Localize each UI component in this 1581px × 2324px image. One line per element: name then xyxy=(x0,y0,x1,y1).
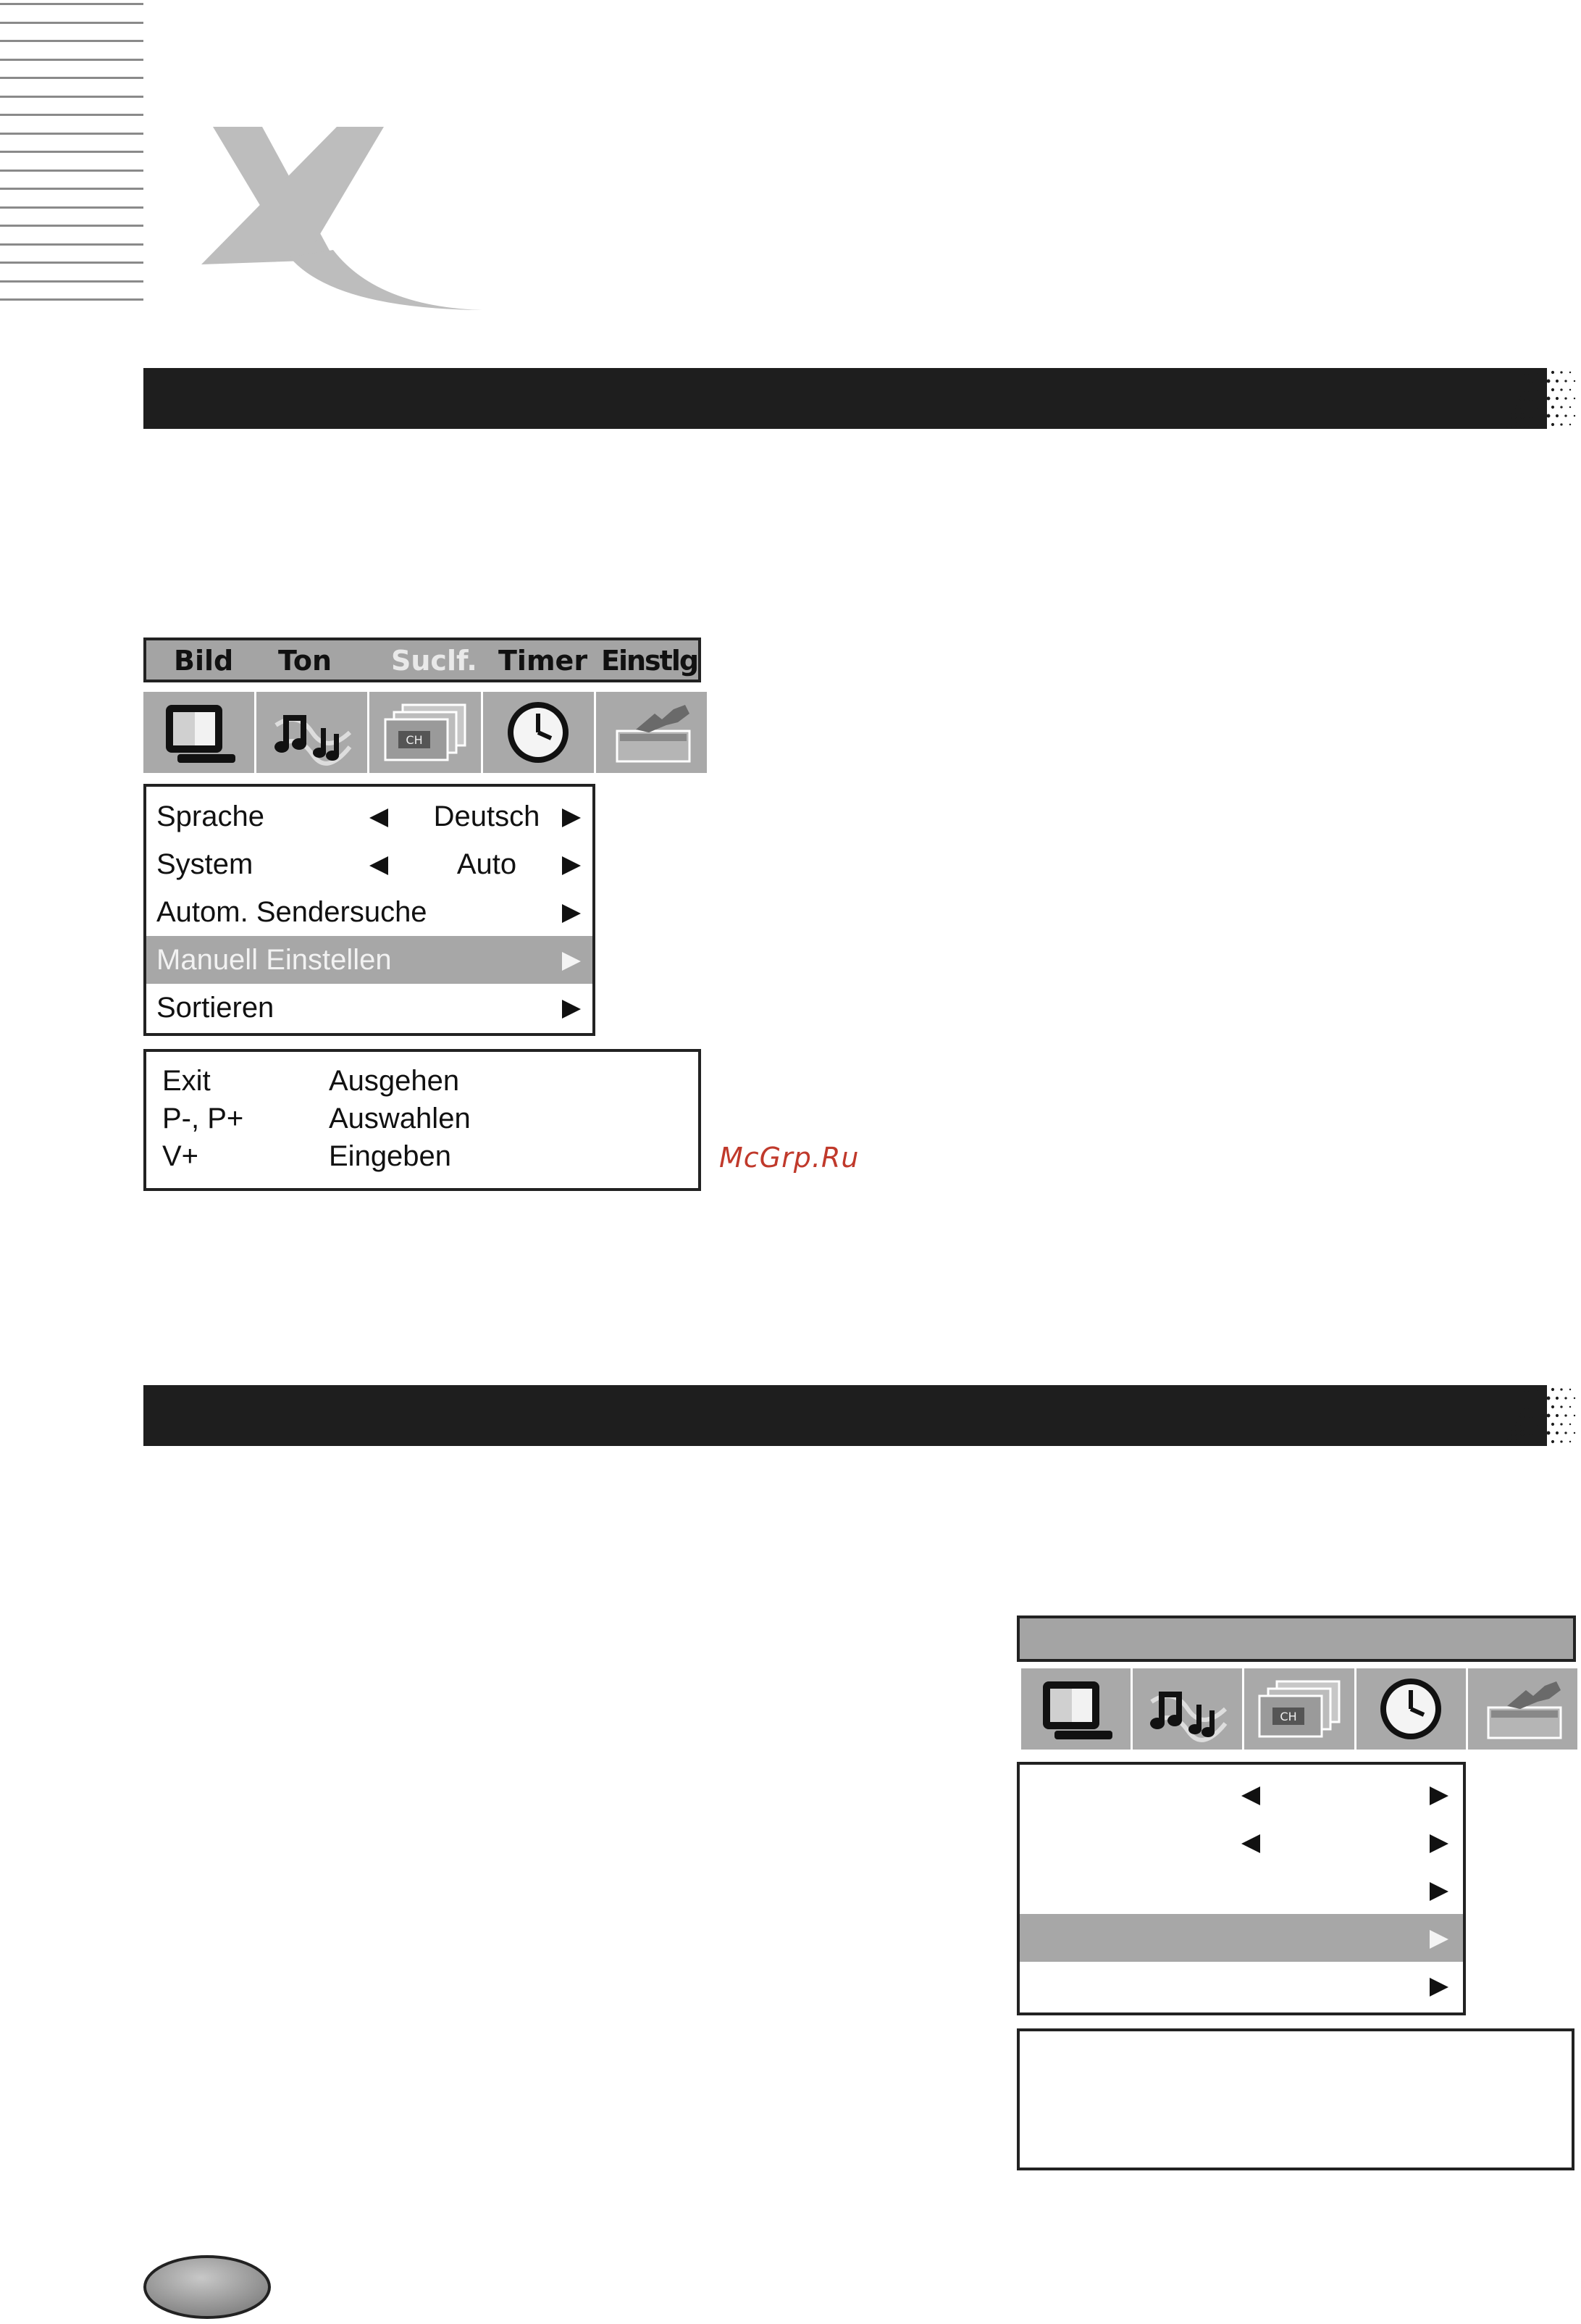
halftone-dot xyxy=(1519,1413,1525,1418)
halftone-dot xyxy=(1543,1423,1546,1426)
halftone-dot xyxy=(1551,1388,1554,1391)
halftone-dot xyxy=(1556,1397,1559,1400)
halftone-dot xyxy=(1574,415,1575,417)
right-arrow-icon[interactable] xyxy=(562,1000,581,1019)
left-arrow-icon[interactable] xyxy=(369,808,388,827)
tv-icon[interactable] xyxy=(1021,1668,1133,1750)
halftone-dot xyxy=(1564,397,1567,399)
halftone-dot xyxy=(1519,413,1525,419)
right-arrow-icon[interactable] xyxy=(562,856,581,875)
halftone-dot xyxy=(1560,423,1562,425)
halftone-dot xyxy=(1560,388,1562,390)
halftone-dot xyxy=(1564,380,1567,382)
tab-timer[interactable]: Timer xyxy=(498,645,588,677)
halftone-dot xyxy=(1547,1397,1551,1400)
halftone-dot xyxy=(1551,371,1554,374)
halftone-dot xyxy=(1529,1413,1534,1418)
page-number-oval xyxy=(142,2253,272,2321)
halftone-dot xyxy=(1538,396,1542,401)
halftone-dot xyxy=(1529,1431,1534,1436)
halftone-dot xyxy=(1538,1413,1542,1418)
menu-row-value: Auto xyxy=(456,848,517,880)
halftone-dot xyxy=(1574,398,1575,399)
halftone-dot xyxy=(1506,1439,1512,1445)
menu-row-value: Deutsch xyxy=(433,801,540,832)
halftone-dot xyxy=(1556,414,1559,417)
channel-list-icon[interactable] xyxy=(369,692,482,773)
decorative-line xyxy=(0,96,143,98)
halftone-dot xyxy=(1515,1439,1521,1445)
halftone-dot xyxy=(1529,1396,1534,1401)
halftone-dot xyxy=(1551,388,1554,391)
decorative-lines xyxy=(0,0,143,313)
halftone-dot xyxy=(1547,414,1551,418)
halftone-dot xyxy=(1560,1440,1562,1442)
halftone-dot xyxy=(1569,424,1571,425)
tab-bild[interactable]: Bild xyxy=(174,645,234,677)
menu-row-label: Sortieren xyxy=(156,992,274,1024)
halftone-dot xyxy=(1533,1439,1538,1444)
halftone-dot xyxy=(1543,1388,1546,1392)
decorative-line xyxy=(0,77,143,79)
menu-row-sortieren[interactable] xyxy=(146,984,592,1032)
halftone-dot xyxy=(1574,1415,1575,1416)
halftone-dot xyxy=(1551,1440,1554,1443)
halftone-dot xyxy=(1543,406,1546,409)
decorative-line xyxy=(0,59,143,61)
halftone-dot xyxy=(1574,1432,1575,1434)
halftone-dot xyxy=(1525,405,1530,410)
halftone-dot xyxy=(1525,1439,1530,1445)
decorative-line xyxy=(0,3,143,5)
halftone-dot xyxy=(1511,1430,1517,1436)
menu-row-sprache[interactable] xyxy=(146,793,592,840)
halftone-dot xyxy=(1574,1397,1575,1399)
menu-row-autom-sendersuche[interactable] xyxy=(146,888,592,936)
halftone-dot xyxy=(1525,1405,1530,1410)
blank-menu-row[interactable] xyxy=(1020,1962,1463,2010)
section-bar-top xyxy=(143,368,1547,429)
decorative-line xyxy=(0,298,143,301)
halftone-dot xyxy=(1564,1431,1567,1434)
menu-row-system[interactable] xyxy=(146,840,592,888)
tab-ton[interactable]: Ton xyxy=(278,645,332,677)
section-bar-bottom xyxy=(143,1385,1547,1446)
halftone-dot xyxy=(1519,1430,1525,1436)
halftone-dot xyxy=(1560,1405,1562,1408)
halftone-dot xyxy=(1525,370,1530,375)
right-arrow-icon[interactable] xyxy=(1430,1786,1448,1805)
halftone-dot xyxy=(1564,1397,1567,1399)
help-action: Auswahlen xyxy=(329,1103,471,1134)
channel-list-icon[interactable] xyxy=(1244,1668,1356,1750)
music-notes-icon[interactable] xyxy=(1133,1668,1244,1750)
halftone-dot xyxy=(1533,422,1538,427)
halftone-dot xyxy=(1525,388,1530,393)
halftone-dot xyxy=(1543,371,1546,375)
halftone-dot xyxy=(1525,1387,1530,1392)
halftone-dot xyxy=(1519,396,1525,401)
decorative-line xyxy=(0,133,143,135)
menu-row-label: Manuell Einstellen xyxy=(156,944,392,976)
clock-icon[interactable] xyxy=(483,692,596,773)
menu-row-label: System xyxy=(156,848,253,880)
right-arrow-icon[interactable] xyxy=(1430,1978,1448,1997)
halftone-dot xyxy=(1564,414,1567,417)
halftone-dot xyxy=(1551,1423,1554,1426)
halftone-dot xyxy=(1556,380,1559,383)
halftone-dot xyxy=(1560,406,1562,408)
halftone-dot xyxy=(1551,423,1554,426)
halftone-dot xyxy=(1556,1431,1559,1434)
halftone-dot xyxy=(1543,1405,1546,1409)
halftone-dot xyxy=(1529,396,1534,401)
halftone-dot xyxy=(1556,1414,1559,1417)
blank-menu-row-highlighted[interactable] xyxy=(1020,1914,1463,1962)
halftone-dot xyxy=(1533,388,1538,392)
blank-menu-row[interactable] xyxy=(1020,1771,1463,1818)
svg-text:CH: CH xyxy=(406,733,423,747)
halftone-dot xyxy=(1515,1421,1521,1427)
halftone-dot xyxy=(1556,397,1559,400)
halftone-dot xyxy=(1538,1431,1542,1435)
halftone-dot xyxy=(1533,370,1538,375)
svg-text:CH: CH xyxy=(1280,1710,1297,1723)
brand-logo-x xyxy=(196,120,485,315)
right-arrow-icon[interactable] xyxy=(562,808,581,827)
blank-settings-menu xyxy=(1017,1762,1466,2015)
blank-menu-row[interactable] xyxy=(1020,1866,1463,1914)
halftone-dot xyxy=(1564,1414,1567,1416)
toolbox-icon[interactable] xyxy=(1468,1668,1577,1750)
menu-tab-bar xyxy=(143,638,701,682)
blank-help-box xyxy=(1017,2028,1574,2170)
right-arrow-icon[interactable] xyxy=(1430,1930,1448,1949)
halftone-dot xyxy=(1569,1441,1571,1442)
halftone-dot xyxy=(1543,388,1546,392)
halftone-dot xyxy=(1538,379,1542,383)
halftone-dot xyxy=(1543,423,1546,427)
halftone-dot xyxy=(1515,404,1521,410)
halftone-dot xyxy=(1547,397,1551,401)
bar-dots-bottom xyxy=(1496,1385,1576,1446)
decorative-line xyxy=(0,225,143,227)
halftone-dot xyxy=(1569,1424,1571,1425)
decorative-line xyxy=(0,151,143,153)
menu-row-label: Sprache xyxy=(156,801,264,832)
left-arrow-icon[interactable] xyxy=(369,856,388,875)
help-key: P-, P+ xyxy=(162,1103,244,1134)
settings-menu xyxy=(143,784,595,1036)
music-notes-icon[interactable] xyxy=(256,692,369,773)
right-arrow-icon[interactable] xyxy=(1430,1882,1448,1901)
halftone-dot xyxy=(1547,1414,1551,1418)
halftone-dot xyxy=(1551,406,1554,409)
decorative-line xyxy=(0,22,143,24)
halftone-dot xyxy=(1529,379,1534,384)
halftone-dot xyxy=(1547,1431,1551,1435)
help-box xyxy=(143,1049,701,1191)
tv-icon[interactable] xyxy=(143,692,256,773)
decorative-line xyxy=(0,188,143,190)
halftone-dot xyxy=(1533,1387,1538,1392)
decorative-line xyxy=(0,262,143,264)
halftone-dot xyxy=(1574,380,1575,382)
right-arrow-icon[interactable] xyxy=(562,904,581,923)
decorative-line xyxy=(0,170,143,172)
halftone-dot xyxy=(1533,405,1538,409)
halftone-dot xyxy=(1569,406,1571,408)
halftone-dot xyxy=(1533,1422,1538,1426)
decorative-line xyxy=(0,280,143,283)
halftone-dot xyxy=(1569,389,1571,390)
halftone-dot xyxy=(1506,422,1512,427)
help-key: Exit xyxy=(162,1065,211,1097)
halftone-dot xyxy=(1511,413,1517,419)
right-arrow-icon[interactable] xyxy=(562,952,581,971)
halftone-dot xyxy=(1538,1396,1542,1400)
halftone-dot xyxy=(1547,380,1551,383)
clock-icon[interactable] xyxy=(1356,1668,1468,1750)
icon-row xyxy=(143,690,707,773)
decorative-line xyxy=(0,206,143,209)
halftone-dot xyxy=(1525,1422,1530,1427)
halftone-dot xyxy=(1543,1440,1546,1444)
menu-row-label: Autom. Sendersuche xyxy=(156,896,427,928)
blank-tab-bar xyxy=(1017,1615,1576,1662)
icon-row-2 xyxy=(1021,1666,1577,1750)
halftone-dot xyxy=(1560,371,1562,373)
decorative-line xyxy=(0,40,143,42)
halftone-dot xyxy=(1569,1406,1571,1408)
toolbox-icon[interactable] xyxy=(596,692,707,773)
help-key: V+ xyxy=(162,1140,199,1172)
halftone-dot xyxy=(1533,1405,1538,1409)
halftone-dot xyxy=(1538,414,1542,418)
decorative-line xyxy=(0,114,143,116)
menu-row-manuell-einstellen[interactable] xyxy=(146,936,592,984)
watermark: McGrp.Ru xyxy=(719,1142,860,1174)
halftone-dot xyxy=(1551,1405,1554,1408)
bar-dots-top xyxy=(1496,368,1576,429)
tab-einstlg[interactable]: Einstlg xyxy=(601,645,698,677)
left-arrow-icon[interactable] xyxy=(1241,1786,1260,1805)
halftone-dot xyxy=(1569,1389,1571,1390)
decorative-line xyxy=(0,243,143,246)
tab-suclf[interactable]: Suclf. xyxy=(391,645,477,677)
left-arrow-icon[interactable] xyxy=(1241,1834,1260,1853)
halftone-dot xyxy=(1560,1423,1562,1425)
halftone-dot xyxy=(1569,372,1571,373)
help-action: Ausgehen xyxy=(329,1065,460,1097)
halftone-dot xyxy=(1525,422,1530,427)
right-arrow-icon[interactable] xyxy=(1430,1834,1448,1853)
blank-menu-row[interactable] xyxy=(1020,1818,1463,1866)
halftone-dot xyxy=(1515,422,1521,427)
halftone-dot xyxy=(1560,1388,1562,1390)
help-action: Eingeben xyxy=(329,1140,452,1172)
halftone-dot xyxy=(1529,414,1534,419)
